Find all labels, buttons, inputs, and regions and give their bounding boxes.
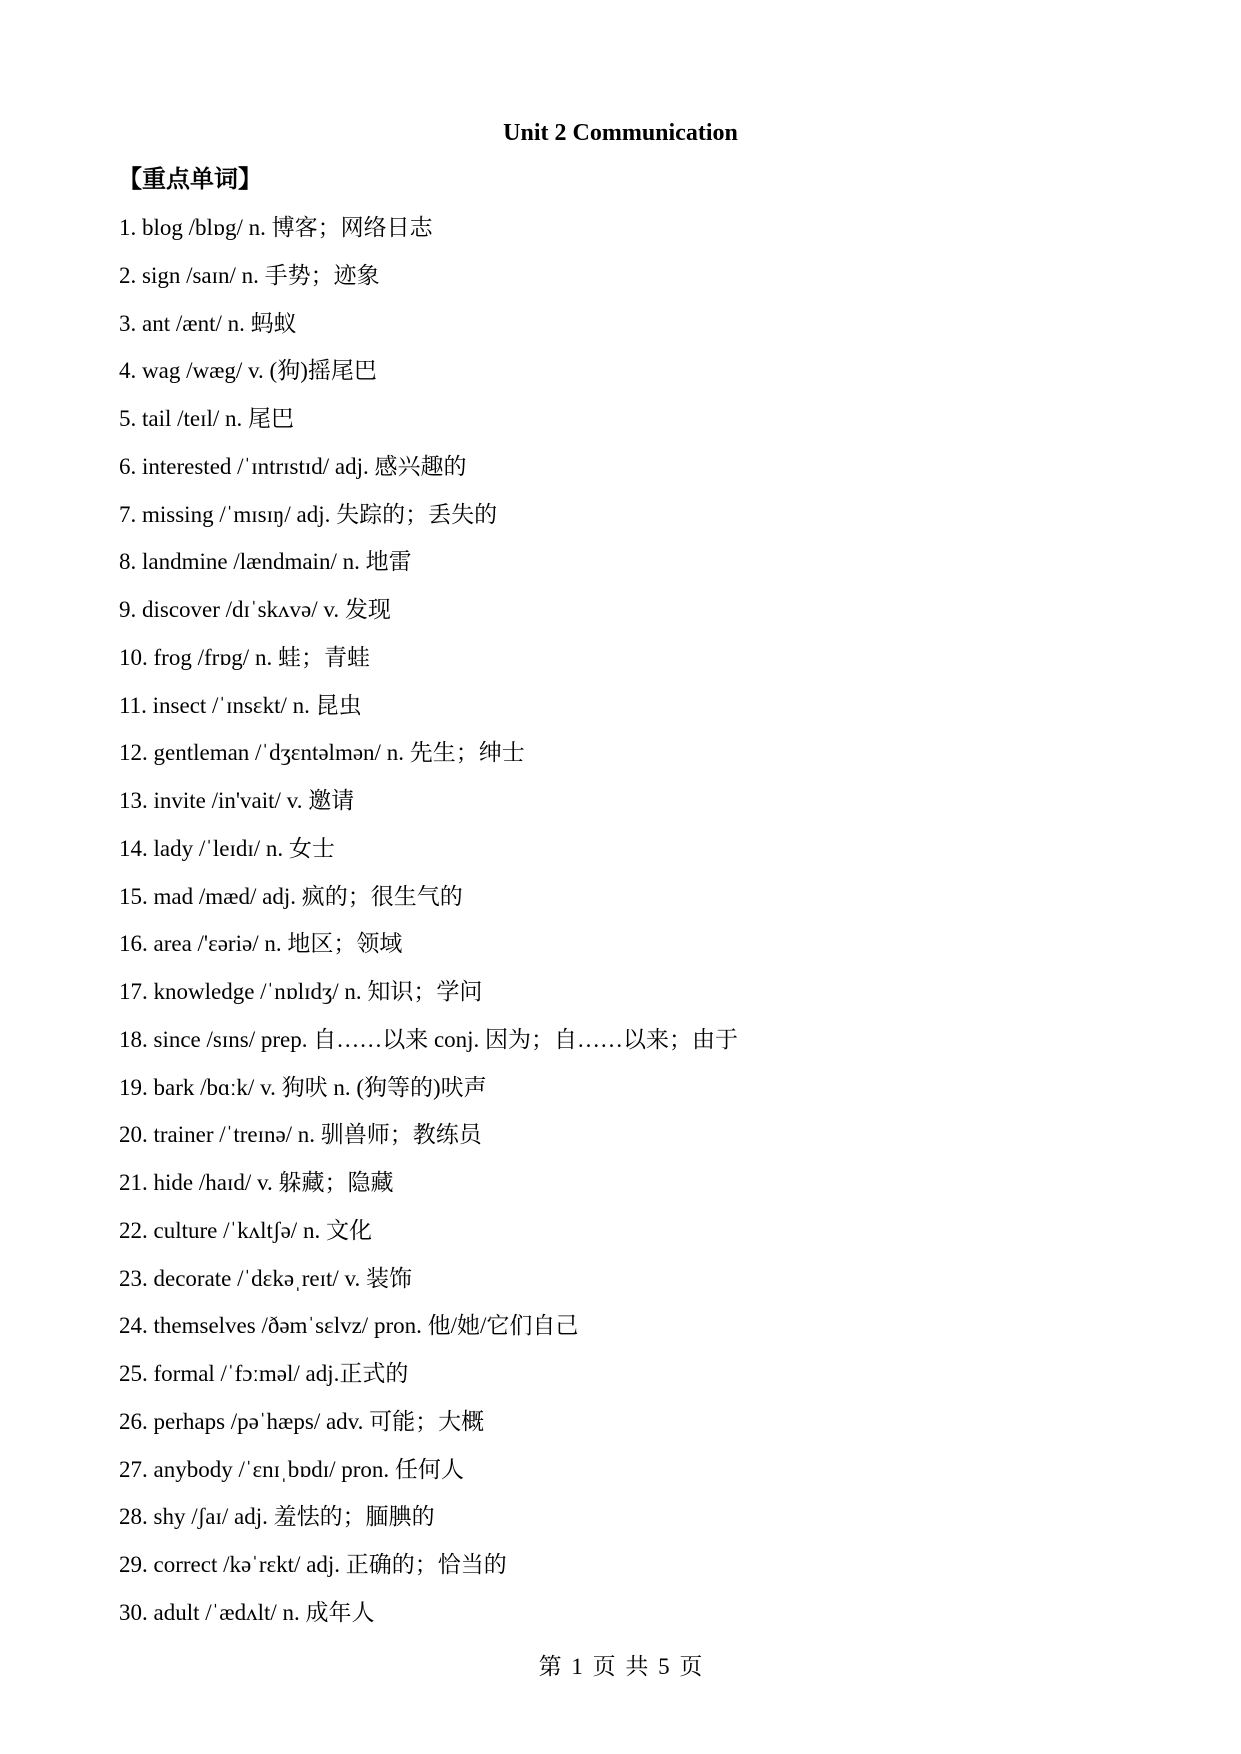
vocab-item: 27. anybody /ˈɛnɪˌbɒdɪ/ pron. 任何人 [119, 1456, 464, 1482]
vocab-item: 12. gentleman /ˈdʒɛntəlmən/ n. 先生；绅士 [119, 740, 525, 766]
vocab-item: 14. lady /ˈleɪdɪ/ n. 女士 [119, 835, 335, 861]
vocab-item: 21. hide /haɪd/ v. 躲藏；隐藏 [119, 1170, 394, 1195]
vocab-item: 11. insect /ˈɪnsɛkt/ n. 昆虫 [119, 692, 362, 718]
vocab-item: 30. adult /ˈædʌlt/ n. 成年人 [119, 1599, 375, 1625]
vocab-item: 1. blog /blɒg/ n. 博客；网络日志 [119, 215, 433, 240]
vocab-item: 5. tail /teɪl/ n. 尾巴 [119, 406, 295, 431]
vocab-item: 4. wag /wæg/ v. (狗)摇尾巴 [119, 358, 377, 384]
vocab-item: 6. interested /ˈɪntrɪstɪd/ adj. 感兴趣的 [119, 453, 467, 479]
vocab-item: 29. correct /kəˈrɛkt/ adj. 正确的；恰当的 [119, 1552, 507, 1577]
vocab-item: 22. culture /ˈkʌltʃə/ n. 文化 [119, 1217, 372, 1243]
vocab-item: 17. knowledge /ˈnɒlɪdʒ/ n. 知识；学问 [119, 979, 483, 1004]
vocab-item: 19. bark /bɑːk/ v. 狗吠 n. (狗等的)吠声 [119, 1074, 487, 1100]
vocab-item: 9. discover /dɪˈskʌvə/ v. 发现 [119, 597, 391, 622]
vocab-item: 28. shy /ʃaɪ/ adj. 羞怯的；腼腆的 [119, 1504, 435, 1530]
vocab-item: 10. frog /frɒg/ n. 蛙；青蛙 [119, 644, 370, 670]
vocab-item: 16. area /'ɛəriə/ n. 地区；领域 [119, 931, 403, 957]
section-heading: 【重点单词】 [118, 167, 262, 193]
document-title: Unit 2 Communication [503, 120, 738, 146]
vocab-item: 23. decorate /ˈdɛkəˌreɪt/ v. 装饰 [119, 1265, 413, 1291]
vocab-item: 13. invite /in'vait/ v. 邀请 [119, 788, 355, 813]
vocab-item: 3. ant /ænt/ n. 蚂蚁 [119, 310, 297, 336]
vocab-item: 7. missing /ˈmɪsɪŋ/ adj. 失踪的；丢失的 [119, 501, 498, 527]
vocab-item: 18. since /sɪns/ prep. 自……以来 conj. 因为；自……以来；由于 [119, 1026, 739, 1052]
vocab-item: 20. trainer /ˈtreɪnə/ n. 驯兽师；教练员 [119, 1122, 482, 1148]
page-footer: 第 1 页 共 5 页 [538, 1654, 703, 1679]
vocab-item: 26. perhaps /pəˈhæps/ adv. 可能；大概 [119, 1408, 485, 1434]
vocab-item: 2. sign /saɪn/ n. 手势；迹象 [119, 262, 380, 288]
vocab-item: 25. formal /ˈfɔːməl/ adj.正式的 [119, 1361, 409, 1386]
vocab-item: 15. mad /mæd/ adj. 疯的；很生气的 [119, 883, 463, 909]
vocab-item: 8. landmine /lændmain/ n. 地雷 [119, 549, 412, 575]
vocab-list [119, 213, 738, 1646]
vocab-item: 24. themselves /ðəmˈsɛlvz/ pron. 他/她/它们自己 [119, 1313, 579, 1339]
